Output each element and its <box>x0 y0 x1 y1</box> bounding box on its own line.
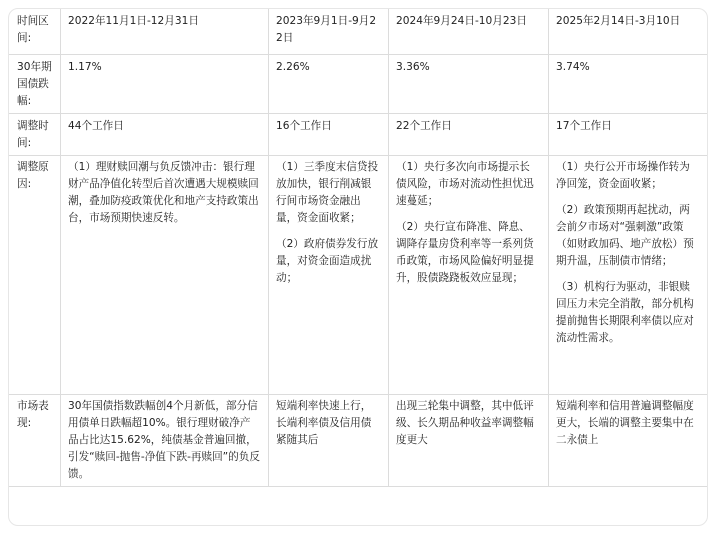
performance-value-2024: 出现三轮集中调整，其中低评级、长久期品种收益率调整幅度更大 <box>389 395 549 487</box>
duration-value-2025: 17个工作日 <box>549 114 709 156</box>
performance-value-2025: 短端利率和信用普遍调整幅度更大，长端的调整主要集中在二永债上 <box>549 395 709 487</box>
comparison-table-frame <box>8 8 708 526</box>
reason-2025-3: （3）机构行为驱动，非银赎回压力未完全消散，部分机构提前抛售长期限利率债以应对流动性需求。 <box>556 281 694 344</box>
duration-label: 调整时间: <box>9 114 61 156</box>
decline-value-2023: 2.26% <box>269 55 389 114</box>
reason-2024-1: （1）央行多次向市场提示长债风险，市场对流动性担忧迅速蔓延； <box>396 161 534 207</box>
table-row-performance <box>9 395 709 487</box>
duration-value-2024: 22个工作日 <box>389 114 549 156</box>
reason-2025-2: （2）政策预期再起扰动，两会前夕市场对“强刺激”政策（如财政加码、地产放松）预期升温，压制债市情绪； <box>556 204 694 267</box>
table-header-row <box>9 9 709 55</box>
reason-2024-2: （2）央行宣布降准、降息、调降存量房贷利率等一系列货币政策，市场风险偏好明显提升，股债跷跷板效应显现； <box>396 221 534 284</box>
header-period-2024: 2024年9月24日-10月23日 <box>389 9 549 55</box>
decline-label: 30年期国债跌幅: <box>9 55 61 114</box>
performance-value-2023: 短端利率快速上行，长端利率债及信用债紧随其后 <box>269 395 389 487</box>
bond-adjustment-comparison-table <box>8 8 708 487</box>
reasons-cell-2023 <box>269 156 389 395</box>
header-period-label: 时间区间: <box>9 9 61 55</box>
decline-value-2025: 3.74% <box>549 55 709 114</box>
duration-value-2022: 44个工作日 <box>61 114 269 156</box>
reason-2022-1: （1）理财赎回潮与负反馈冲击：银行理财产品净值化转型后首次遭遇大规模赎回潮，叠加防疫政策优化和地产支持政策出台，市场预期快速反转。 <box>68 161 259 224</box>
header-period-2025: 2025年2月14日-3月10日 <box>549 9 709 55</box>
reasons-cell-2024 <box>389 156 549 395</box>
reasons-cell-2022 <box>61 156 269 395</box>
performance-label: 市场表现: <box>9 395 61 487</box>
reason-2025-1: （1）央行公开市场操作转为净回笼，资金面收紧； <box>556 161 690 190</box>
table-row-reasons <box>9 156 709 395</box>
header-period-2023: 2023年9月1日-9月22日 <box>269 9 389 55</box>
performance-value-2022: 30年国债指数跌幅创4个月新低，部分信用债单日跌幅超10%。银行理财破净产品占比达15.62%，纯债基金普遍回撤，引发“赎回-抛售-净值下跌-再赎回”的负反馈。 <box>61 395 269 487</box>
decline-value-2024: 3.36% <box>389 55 549 114</box>
header-period-2022: 2022年11月1日-12月31日 <box>61 9 269 55</box>
reasons-cell-2025 <box>549 156 709 395</box>
table-row-duration <box>9 114 709 156</box>
table-row-decline <box>9 55 709 114</box>
reasons-label: 调整原因: <box>9 156 61 395</box>
duration-value-2023: 16个工作日 <box>269 114 389 156</box>
reason-2023-2: （2）政府债券发行放量，对资金面造成扰动； <box>276 238 379 284</box>
reason-2023-1: （1）三季度末信贷投放加快，银行削减银行间市场资金融出量，资金面收紧； <box>276 161 379 224</box>
decline-value-2022: 1.17% <box>61 55 269 114</box>
